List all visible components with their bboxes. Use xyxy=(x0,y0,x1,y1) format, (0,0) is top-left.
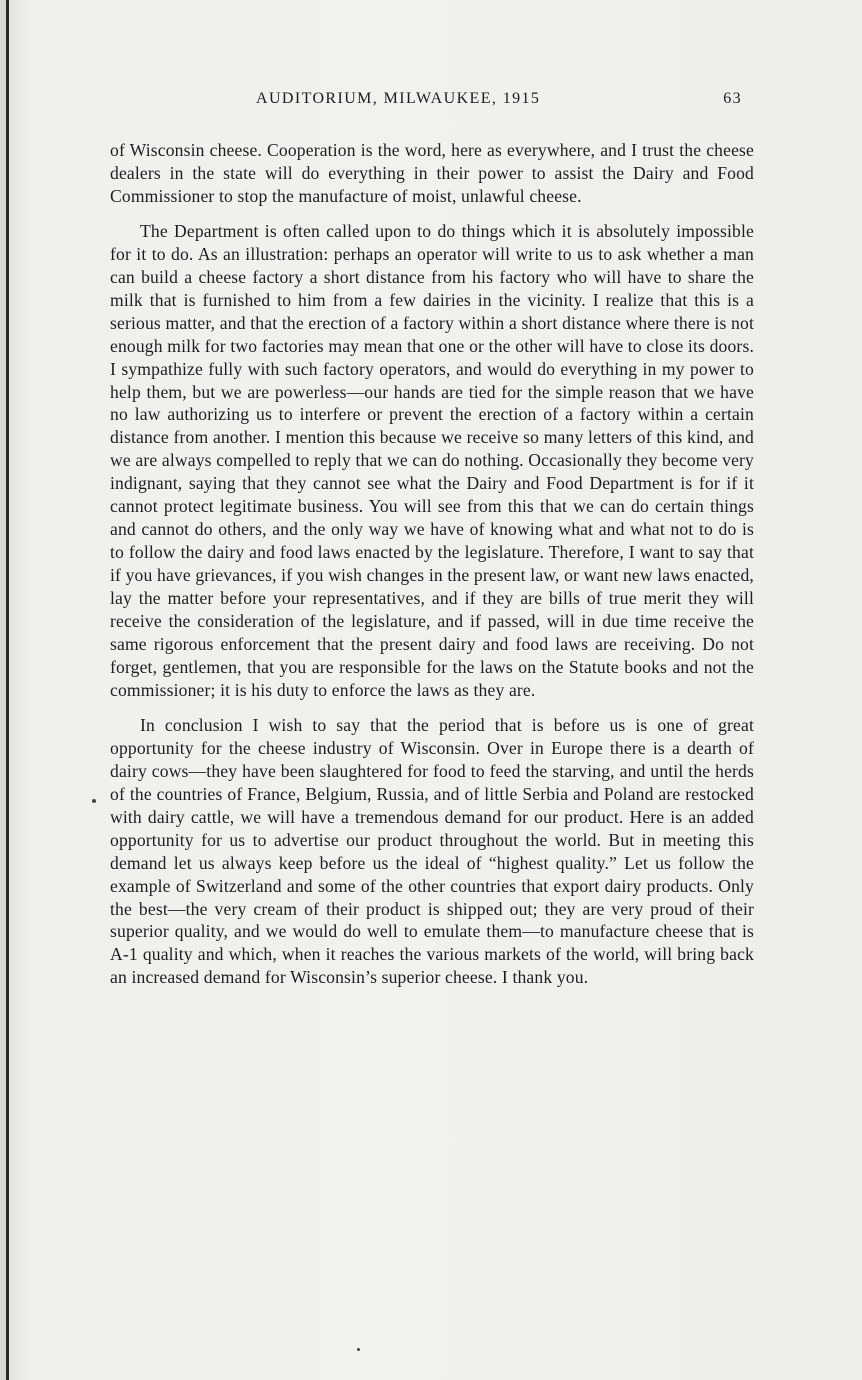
margin-speck xyxy=(357,1348,360,1351)
page-header xyxy=(110,90,742,114)
paragraph-continuation: of Wisconsin cheese. Cooperation is the word, here as everywhere, and I trust the cheese dealers in the state will do everything in their power to assist the Dairy and Food Commissioner to stop the manufacture of moist, unlawful cheese. xyxy=(110,140,754,206)
body-text xyxy=(110,139,754,989)
running-head: AUDITORIUM, MILWAUKEE, 1915 xyxy=(256,90,541,107)
paragraph-department: The Department is often called upon to do things which it is absolutely impossible for it to do. As an illustration: perhaps an operator will write to us to ask whether a man can build a cheese factory a short distance from his factory who will have to share the milk that is furnished to him from a few dairies in the vicinity. I realize that this is a serious matter, and that the erection of a factory within a short distance where there is not enough milk for two factories may mean that one or the other will have to close its doors. I sympathize fully with such factory operators, and would do everything in my power to help them, but we are powerless—our hands are tied for the simple reason that we have no law authorizing us to interfere or prevent the erection of a factory within a certain distance from another. I mention this because we receive so many letters of this kind, and we are always compelled to reply that we can do nothing. Occasionally they become very indignant, saying that they cannot see what the Dairy and Food Department is for if it cannot protect legitimate business. You will see from this that we can do certain things and cannot do others, and the only way we have of knowing what and what not to do is to follow the dairy and food laws enacted by the legislature. Therefore, I want to say that if you have grievances, if you wish changes in the present law, or want new laws enacted, lay the matter before your representatives, and if they are bills of true merit they will receive the consideration of the legislature, and if passed, will in due time receive the same rigorous enforcement that the present dairy and food laws are receiving. Do not forget, gentlemen, that you are responsible for the laws on the Statute books and not the commissioner; it is his duty to enforce the laws as they are. xyxy=(110,220,754,700)
page-number: 63 xyxy=(723,90,742,107)
paragraph-conclusion: In conclusion I wish to say that the period that is before us is one of great opportunity for the cheese industry of Wisconsin. Over in Europe there is a dearth of dairy cows—they have been slaughtered for food to feed the starving, and until the herds of the countries of France, Belgium, Russia, and of little Serbia and Poland are restocked with dairy cattle, we will have a tremendous demand for our product. Here is an added opportunity for us to advertise our product throughout the world. But in meeting this demand let us always keep before us the ideal of “highest quality.” Let us follow the example of Switzerland and some of the other countries that export dairy products. Only the best—the very cream of their product is shipped out; they are very proud of their superior quality, and we would do well to emulate them—to manufacture cheese that is A-1 quality and which, when it reaches the various markets of the world, will bring back an increased demand for Wisconsin’s superior cheese. I thank you. xyxy=(110,714,754,988)
page-binding-edge xyxy=(6,0,9,1380)
margin-speck xyxy=(92,799,96,803)
